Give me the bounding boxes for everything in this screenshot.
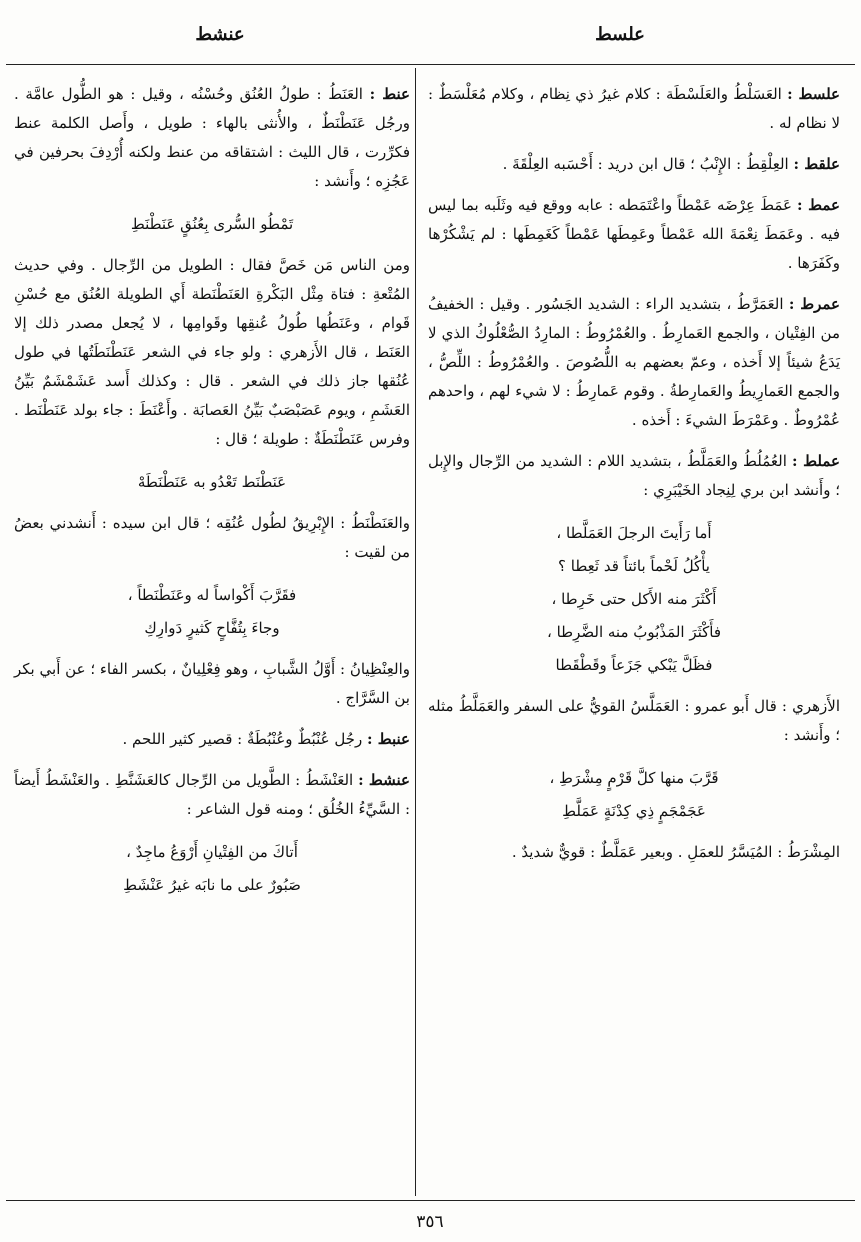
verse-line: عَنَطْنَط تَعْدُو به عَنَطْنَطَهْ	[137, 473, 287, 491]
entry-text: العِلْقِطُ : الإِنْبُ ؛ قال ابن دريد : أَحْسَبه العِلْقَةَ .	[502, 155, 789, 173]
dictionary-entry	[428, 838, 840, 867]
verse-block	[14, 579, 410, 645]
entry-text: الأَزهري : قال أَبو عمرو : العَمَلَّسُ القويُّ على السفر والعَمَلَّطُ مثله ؛ وأَنشد :	[428, 697, 840, 744]
dictionary-entry	[428, 80, 840, 138]
column-divider	[415, 68, 416, 1196]
dictionary-entry	[14, 251, 410, 454]
left-column	[14, 80, 410, 912]
entry-headword: عنط :	[369, 85, 410, 103]
verse-line: أَكْثَرَ منه الأَكل حتى خَرِطا ،	[551, 590, 717, 608]
verse-line: عَجَمْجَمٍ ذِي كِدْنَةٍ عَمَلَّطِ	[562, 802, 706, 820]
verse-line: فقَرَّبَ أَكْواساً له وعَنَطْنَطاً ،	[127, 586, 297, 604]
verse-line: قَرَّبَ منها كلَّ قَرْمٍ مِشْرَطِ ،	[549, 769, 719, 787]
entry-text: العُمُلُطُ والعَمَلَّطُ ، بتشديد اللام : الشديد من الرِّجال والإِبل ؛ وأَنشد ابن بري لِنِجاد الخَيْبَرِي :	[428, 452, 840, 499]
dictionary-entry	[14, 509, 410, 567]
running-header-left: عنشط	[195, 24, 245, 45]
dictionary-entry	[14, 655, 410, 713]
verse-block	[14, 208, 410, 241]
verse-block	[14, 836, 410, 902]
verse-block	[14, 466, 410, 499]
entry-text: رجُل عُنْبُطٌ وعُنْبُطَةٌ : قصير كثير اللحم .	[122, 730, 363, 748]
entry-text: العَسَلْطُ والعَلَسْطَة : كلام غيرُ ذي نِظام ، وكلام مُعَلْسَطٌ : لا نظام له .	[428, 85, 840, 132]
dictionary-entry	[428, 191, 840, 278]
entry-text: عَمَطَ عِرْضَه عَمْطاً واعْتَمَطه : عابه ووقع فيه وثَلَبه بما ليس فيه . وعَمَطَ نِعْمَةَ الله عَمْطاً وعَمِطَها عَمْطاً كَغَمِطَها : لم يَشْكُرْها وكَفَرَها .	[428, 196, 840, 272]
page-number: ٣٥٦	[416, 1212, 444, 1232]
dictionary-entry	[14, 80, 410, 196]
entry-headword: عملط :	[792, 452, 840, 470]
dictionary-entry	[14, 725, 410, 754]
verse-line: وجاءَ بِتُفَّاحٍ كَثيرٍ دَوارِكِ	[144, 619, 280, 637]
entry-headword: علقط :	[793, 155, 840, 173]
footer-rule	[6, 1200, 855, 1201]
entry-headword: عمط :	[797, 196, 840, 214]
dictionary-entry	[428, 290, 840, 435]
entry-text: المِشْرَطُ : المُيَسَّرُ للعمَلِ . وبعير عَمَلَّطٌ : قويٌّ شديدٌ .	[511, 843, 840, 861]
verse-block	[428, 762, 840, 828]
entry-headword: علسط :	[787, 85, 840, 103]
verse-line: يأْكُلُ لَحْماً بائتاً قد ثَعِطا ؟	[558, 557, 710, 575]
verse-line: تَمْطُو السُّرى بِعُنُقٍ عَنَطْنَطِ	[130, 215, 294, 233]
entry-text: العَمَرَّطُ ، بتشديد الراء : الشديد الجَسُور . وقيل : الخفيفُ من الفِتْيان ، والجمع العَمارِطُ . والعُمْرُوطُ : المارِدُ الصُّعْلُوكُ الذي لا يَدَعُ شيئاً إلا أَخذه ، وعمّ بعضهم به اللُّصُوصَ . والعُمْرُوطُ : اللِّصُّ ، والجمع العَمارِيطُ والعَمارِطةُ . وقوم عَمارِطُ : لا شيء لهم ، واحدهم عُمْرُوطٌ . وعَمْرَطَ الشيءَ : أَخذه .	[428, 295, 840, 429]
entry-text: والعِنْظِيانُ : أَوَّلُ الشَّبابِ ، وهو فِعْلِيانٌ ، بكسر الفاء ؛ عن أَبي بكر بن السَّرَّاج .	[14, 660, 410, 707]
entry-text: العَنْشَطُ : الطَّويل من الرِّجال كالعَشَنَّطِ . والعَنْشَطُ أَيضاً : السَّيِّءُ الخُلُق ؛ ومنه قول الشاعر :	[14, 771, 410, 818]
dictionary-entry	[14, 766, 410, 824]
entry-headword: عنبط :	[366, 730, 410, 748]
verse-line: أَما رَأَيتَ الرجلَ العَمَلَّطا ،	[556, 524, 712, 542]
dictionary-entry	[428, 447, 840, 505]
verse-line: أَتاكَ من الفِتْيانِ أَرْوَعُ ماجِدٌ ،	[126, 843, 298, 861]
running-header-right: علسط	[595, 24, 645, 45]
entry-text: ومن الناس مَن خَصَّ فقال : الطويل من الرِّجال . وفي حديث المُتْعةِ : فتاة مِثْل البَكْرةِ العَنَطْنَطة أَي الطويلة العُنُق مع حُسْنِ قَوام ، وعَنَطُها طُولُ عُنقِها وقَوامِها ، لا يُجعل مصدر ذلك إلا العَنَط ، قال الأَزهري : ولو جاء في الشعر عَنَطْنَطَتُها في طول عُنُقها جاز ذلك في الشعر . قال : وكذلك أَسد عَشَمْشَمٌ بَيِّنُ العَشَمِ ، ويوم عَصَبْصَبٌ بَيِّنُ العَصابَة . وأَعْنَطَ : جاء بولد عَنَطْنَط . وفرس عَنَطْنَطَةٌ : طويلة ؛ قال :	[14, 256, 410, 448]
verse-block	[428, 517, 840, 682]
dictionary-entry	[428, 150, 840, 179]
header-rule	[6, 64, 855, 65]
entry-headword: عنشط :	[358, 771, 410, 789]
entry-text: العَنَطُ : طولُ العُنُق وحُسْنُه ، وقيل : هو الطُّول عامَّة . ورجُل عَنَطْنَطٌ ، والأُنثى بالهاء : طويل ، وأَصل الكلمة عنط فكرِّرت ، قال الليث : اشتقاقه من عنط ولكنه أُرْدِفَ بحرفين في عَجُزِه ؛ وأَنشد :	[14, 85, 410, 190]
dictionary-entry	[428, 692, 840, 750]
verse-line: فظَلَّ يَبْكي جَزَعاً وقَطْقَطا	[555, 656, 713, 674]
verse-line: صَبُورٌ على ما نابَه غيرُ عَنْشَطِ	[123, 876, 301, 894]
verse-line: فأَكْثَرَ المَذْبُوبُ منه الضَّرِطا ،	[546, 623, 722, 641]
entry-text: والعَنَطْنَطُ : الإِبْرِيقُ لطُول عُنُقِه ؛ قال ابن سيده : أَنشدني بعضُ من لقيت :	[14, 514, 410, 561]
entry-headword: عمرط :	[788, 295, 840, 313]
right-column	[428, 80, 840, 879]
